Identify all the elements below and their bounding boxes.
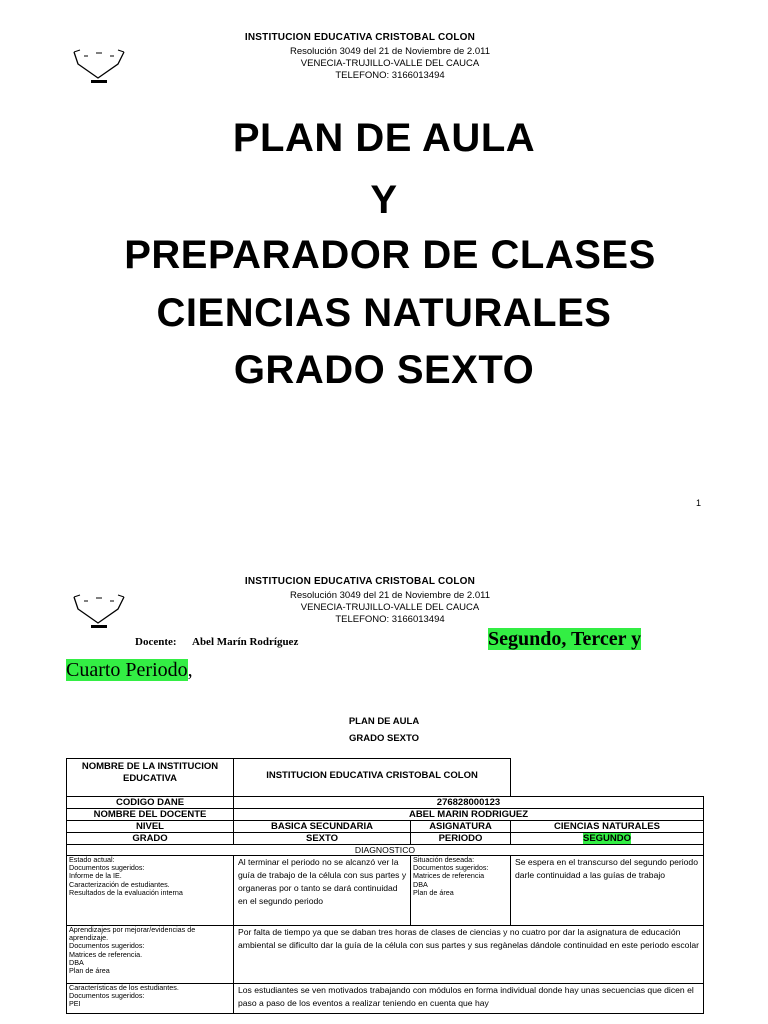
caracteristicas-text: Los estudiantes se ven motivados trabajando con módulos en forma individual donde hay unas secuencias que dicen el paso a paso de los eventos a realizar teniendo en cuenta que hay (234, 984, 704, 1014)
situacion-text: Se espera en el transcurso del segundo periodo darle continuidad a las guías de trabajo (511, 856, 704, 926)
period-cuarto: Cuarto Periodo (66, 659, 188, 681)
periodo-label: PERIODO (411, 833, 511, 845)
periodo-value: SEGUNDO (582, 833, 632, 844)
caracteristicas-label: Características de los estudiantes. Documentos sugeridos: PEI (67, 984, 234, 1014)
resolution-line: Resolución 3049 del 21 de Noviembre de 2.011 (290, 46, 490, 57)
estado-actual-text: Al terminar el periodo no se alcanzó ver la guía de trabajo de la célula con sus partes y organeras por o tanto se dará continuidad en el segundo periodo (234, 856, 411, 926)
school-name: INSTITUCION EDUCATIVA CRISTOBAL COLON (244, 32, 476, 43)
cover-title-line1: PLAN DE AULA (232, 116, 536, 160)
cover-title-line3: PREPARADOR DE CLASES (124, 233, 656, 277)
period-segundo: Segundo (488, 628, 562, 650)
diagnostico-header: DIAGNOSTICO (67, 845, 704, 856)
page-number: 1 (696, 498, 702, 508)
periodo-value-cell (511, 833, 704, 845)
location-line-2: VENECIA-TRUJILLO-VALLE DEL CAUCA (300, 602, 480, 613)
dane-value: 276828000123 (234, 797, 704, 809)
aprendizajes-label: Aprendizajes por mejorar/evidencias de aprendizaje. Documentos sugeridos: Matrices de referencia. DBA Plan de área (67, 926, 234, 984)
plan-table (66, 758, 704, 1014)
nivel-value: BASICA SECUNDARIA (234, 821, 411, 833)
inst-value: INSTITUCION EDUCATIVA CRISTOBAL COLON (234, 759, 511, 797)
cover-title-line5: GRADO SEXTO (233, 348, 535, 392)
periods-text-2 (66, 659, 193, 682)
resolution-line-2: Resolución 3049 del 21 de Noviembre de 2.011 (290, 590, 490, 601)
period-tercer: , Tercer y (561, 628, 642, 650)
periods-text (488, 628, 641, 651)
cover-title-line4: CIENCIAS NATURALES (156, 291, 612, 335)
dane-label: CODIGO DANE (67, 797, 234, 809)
situacion-label: Situación deseada: Documentos sugeridos: Matrices de referencia DBA Plan de área (411, 856, 511, 926)
phone-line-2: TELEFONO: 3166013494 (335, 614, 445, 625)
plan-subtitle: GRADO SEXTO (348, 733, 420, 744)
phone-line: TELEFONO: 3166013494 (335, 70, 445, 81)
location-line: VENECIA-TRUJILLO-VALLE DEL CAUCA (300, 58, 480, 69)
grado-value: SEXTO (234, 833, 411, 845)
inst-label: NOMBRE DE LA INSTITUCION EDUCATIVA (67, 759, 234, 797)
asignatura-label: ASIGNATURA (411, 821, 511, 833)
estado-actual-label: Estado actual: Documentos sugeridos: Informe de la IE. Caracterización de estudiantes. Resultados de la evaluación interna (67, 856, 234, 926)
docente-cell-value: ABEL MARIN RODRIGUEZ (234, 809, 704, 821)
nivel-label: NIVEL (67, 821, 234, 833)
aprendizajes-text: Por falta de tiempo ya que se daban tres horas de clases de ciencias y no cuatro por dar la asignatura de educación ambiental se dificulto dar la guía de la célula con sus partes y sus regànelas dándole continuidad en este periodo escolar (234, 926, 704, 984)
inst-empty (511, 759, 704, 797)
grado-label: GRADO (67, 833, 234, 845)
cover-title-line2: Y (370, 178, 398, 222)
school-logo-icon-2 (70, 593, 130, 631)
docente-cell-label: NOMBRE DEL DOCENTE (67, 809, 234, 821)
docente-label: Docente: (135, 636, 177, 648)
plan-title: PLAN DE AULA (348, 716, 420, 727)
asignatura-value: CIENCIAS NATURALES (511, 821, 704, 833)
school-logo-icon (70, 48, 130, 86)
period-comma: , (187, 659, 193, 681)
docente-name: Abel Marín Rodríguez (192, 636, 299, 648)
school-name-2: INSTITUCION EDUCATIVA CRISTOBAL COLON (244, 576, 476, 587)
